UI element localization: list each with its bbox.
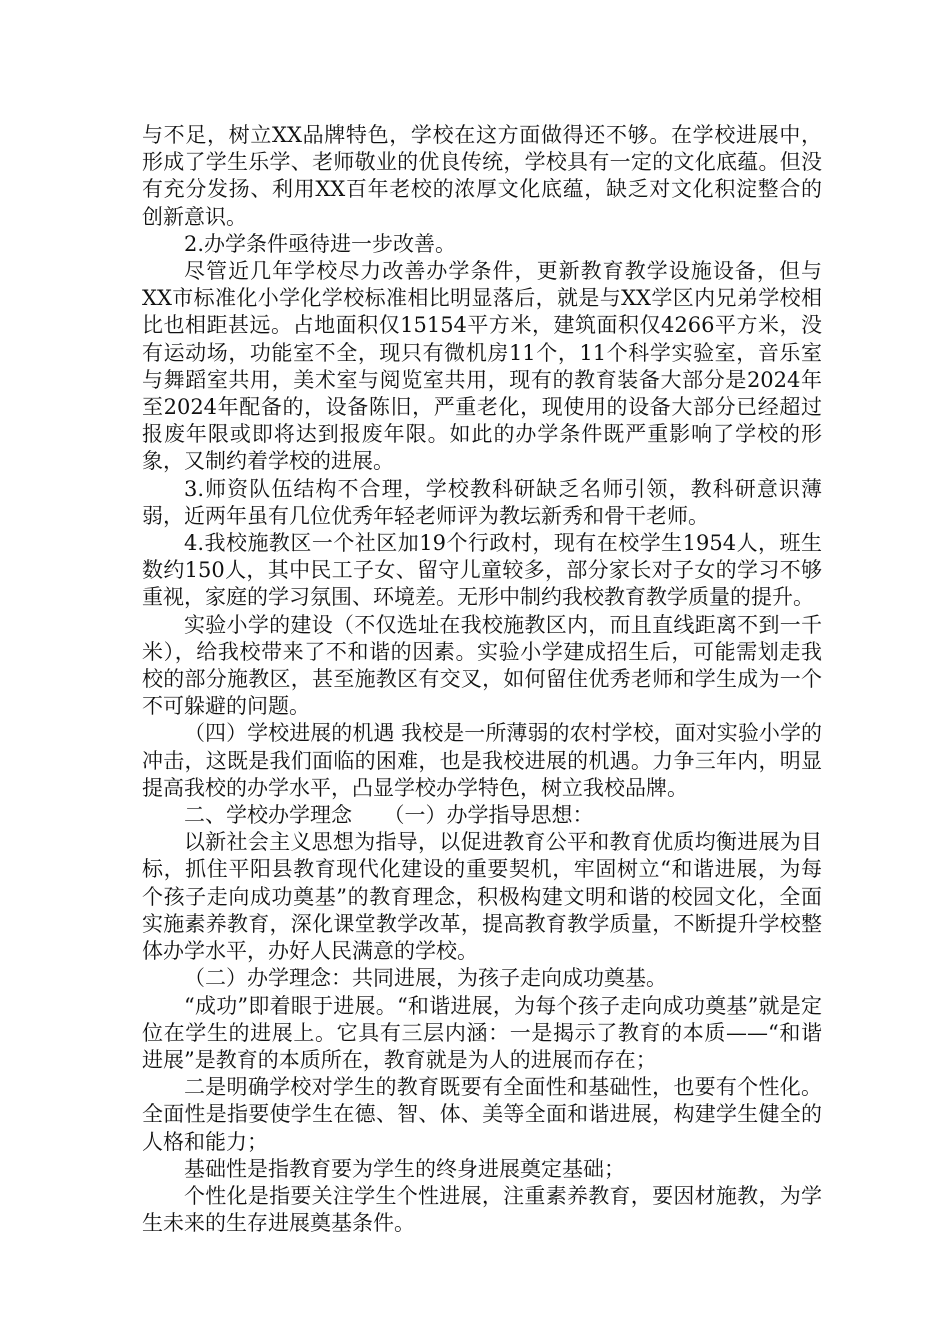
document-body [142,122,822,1237]
paragraph-13: 基础性是指教育要为学生的终身进展奠定基础； [184,1156,625,1181]
paragraph-6: 实验小学的建设（不仅选址在我校施教区内，而且直线距离不到一千米），给我校带来了不和谐的因素。实验小学建成招生后，可能需划走我校的部分施教区，甚至施教区有交叉，如何留住优秀老师和学生成为一个不可躲避的问题。 [142,612,822,719]
paragraph-3: 尽管近几年学校尽力改善办学条件，更新教育教学设施设备，但与XX市标准化小学化学校标准相比明显落后，就是与XX学区内兄弟学校相比也相距甚远。占地面积仅15154平方米，建筑面积仅4266平方米，没有运动场，功能室不全，现只有微机房11个，11个科学实验室，音乐室与舞蹈室共用，美术室与阅览室共用，现有的教育装备大部分是2024年至2024年配备的，设备陈旧，严重老化，现使用的设备大部分已经超过报废年限或即将达到报废年限。如此的办学条件既严重影响了学校的形象，又制约着学校的进展。 [142,259,822,474]
paragraph-14: 个性化是指要关注学生个性进展，注重素养教育，要因材施教，为学生未来的生存进展奠基条件。 [142,1183,822,1236]
paragraph-10: （二）办学理念：共同进展，为孩子走向成功奠基。 [184,966,667,991]
paragraph-1: 与不足，树立XX品牌特色，学校在这方面做得还不够。在学校进展中，形成了学生乐学、老师敬业的优良传统，学校具有一定的文化底蕴。但没有充分发扬、利用XX百年老校的浓厚文化底蕴，缺乏对文化积淀整合的创新意识。 [142,123,822,229]
paragraph-2: 2.办学条件亟待进一步改善。 [184,231,457,256]
section-heading-2: 二、学校办学理念 （一）办学指导思想： [184,803,594,828]
paragraph-11: “成功”即着眼于进展。“和谐进展，为每个孩子走向成功奠基”就是定位在学生的进展上。它具有三层内涵：一是揭示了教育的本质——“和谐进展”是教育的本质所在，教育就是为人的进展而存在； [142,993,822,1072]
paragraph-7: （四）学校进展的机遇 我校是一所薄弱的农村学校，面对实验小学的冲击，这既是我们面临的困难，也是我校进展的机遇。力争三年内，明显提高我校的办学水平，凸显学校办学特色，树立我校品牌。 [142,721,822,800]
paragraph-9: 以新社会主义思想为指导，以促进教育公平和教育优质均衡进展为目标，抓住平阳县教育现代化建设的重要契机，牢固树立“和谐进展，为每个孩子走向成功奠基”的教育理念，积极构建文明和谐的校园文化，全面实施素养教育，深化课堂教学改革，提高教育教学质量，不断提升学校整体办学水平，办好人民满意的学校。 [142,830,822,964]
paragraph-4: 3.师资队伍结构不合理，学校教科研缺乏名师引领，教科研意识薄弱，近两年虽有几位优秀年轻老师评为教坛新秀和骨干老师。 [142,476,822,528]
paragraph-5: 4.我校施教区一个社区加19个行政村，现有在校学生1954人，班生数约150人，其中民工子女、留守儿童较多，部分家长对子女的学习不够重视，家庭的学习氛围、环境差。无形中制约我校教育教学质量的提升。 [142,531,822,610]
paragraph-12: 二是明确学校对学生的教育既要有全面性和基础性，也要有个性化。全面性是指要使学生在德、智、体、美等全面和谐进展，构建学生健全的人格和能力； [142,1075,822,1154]
